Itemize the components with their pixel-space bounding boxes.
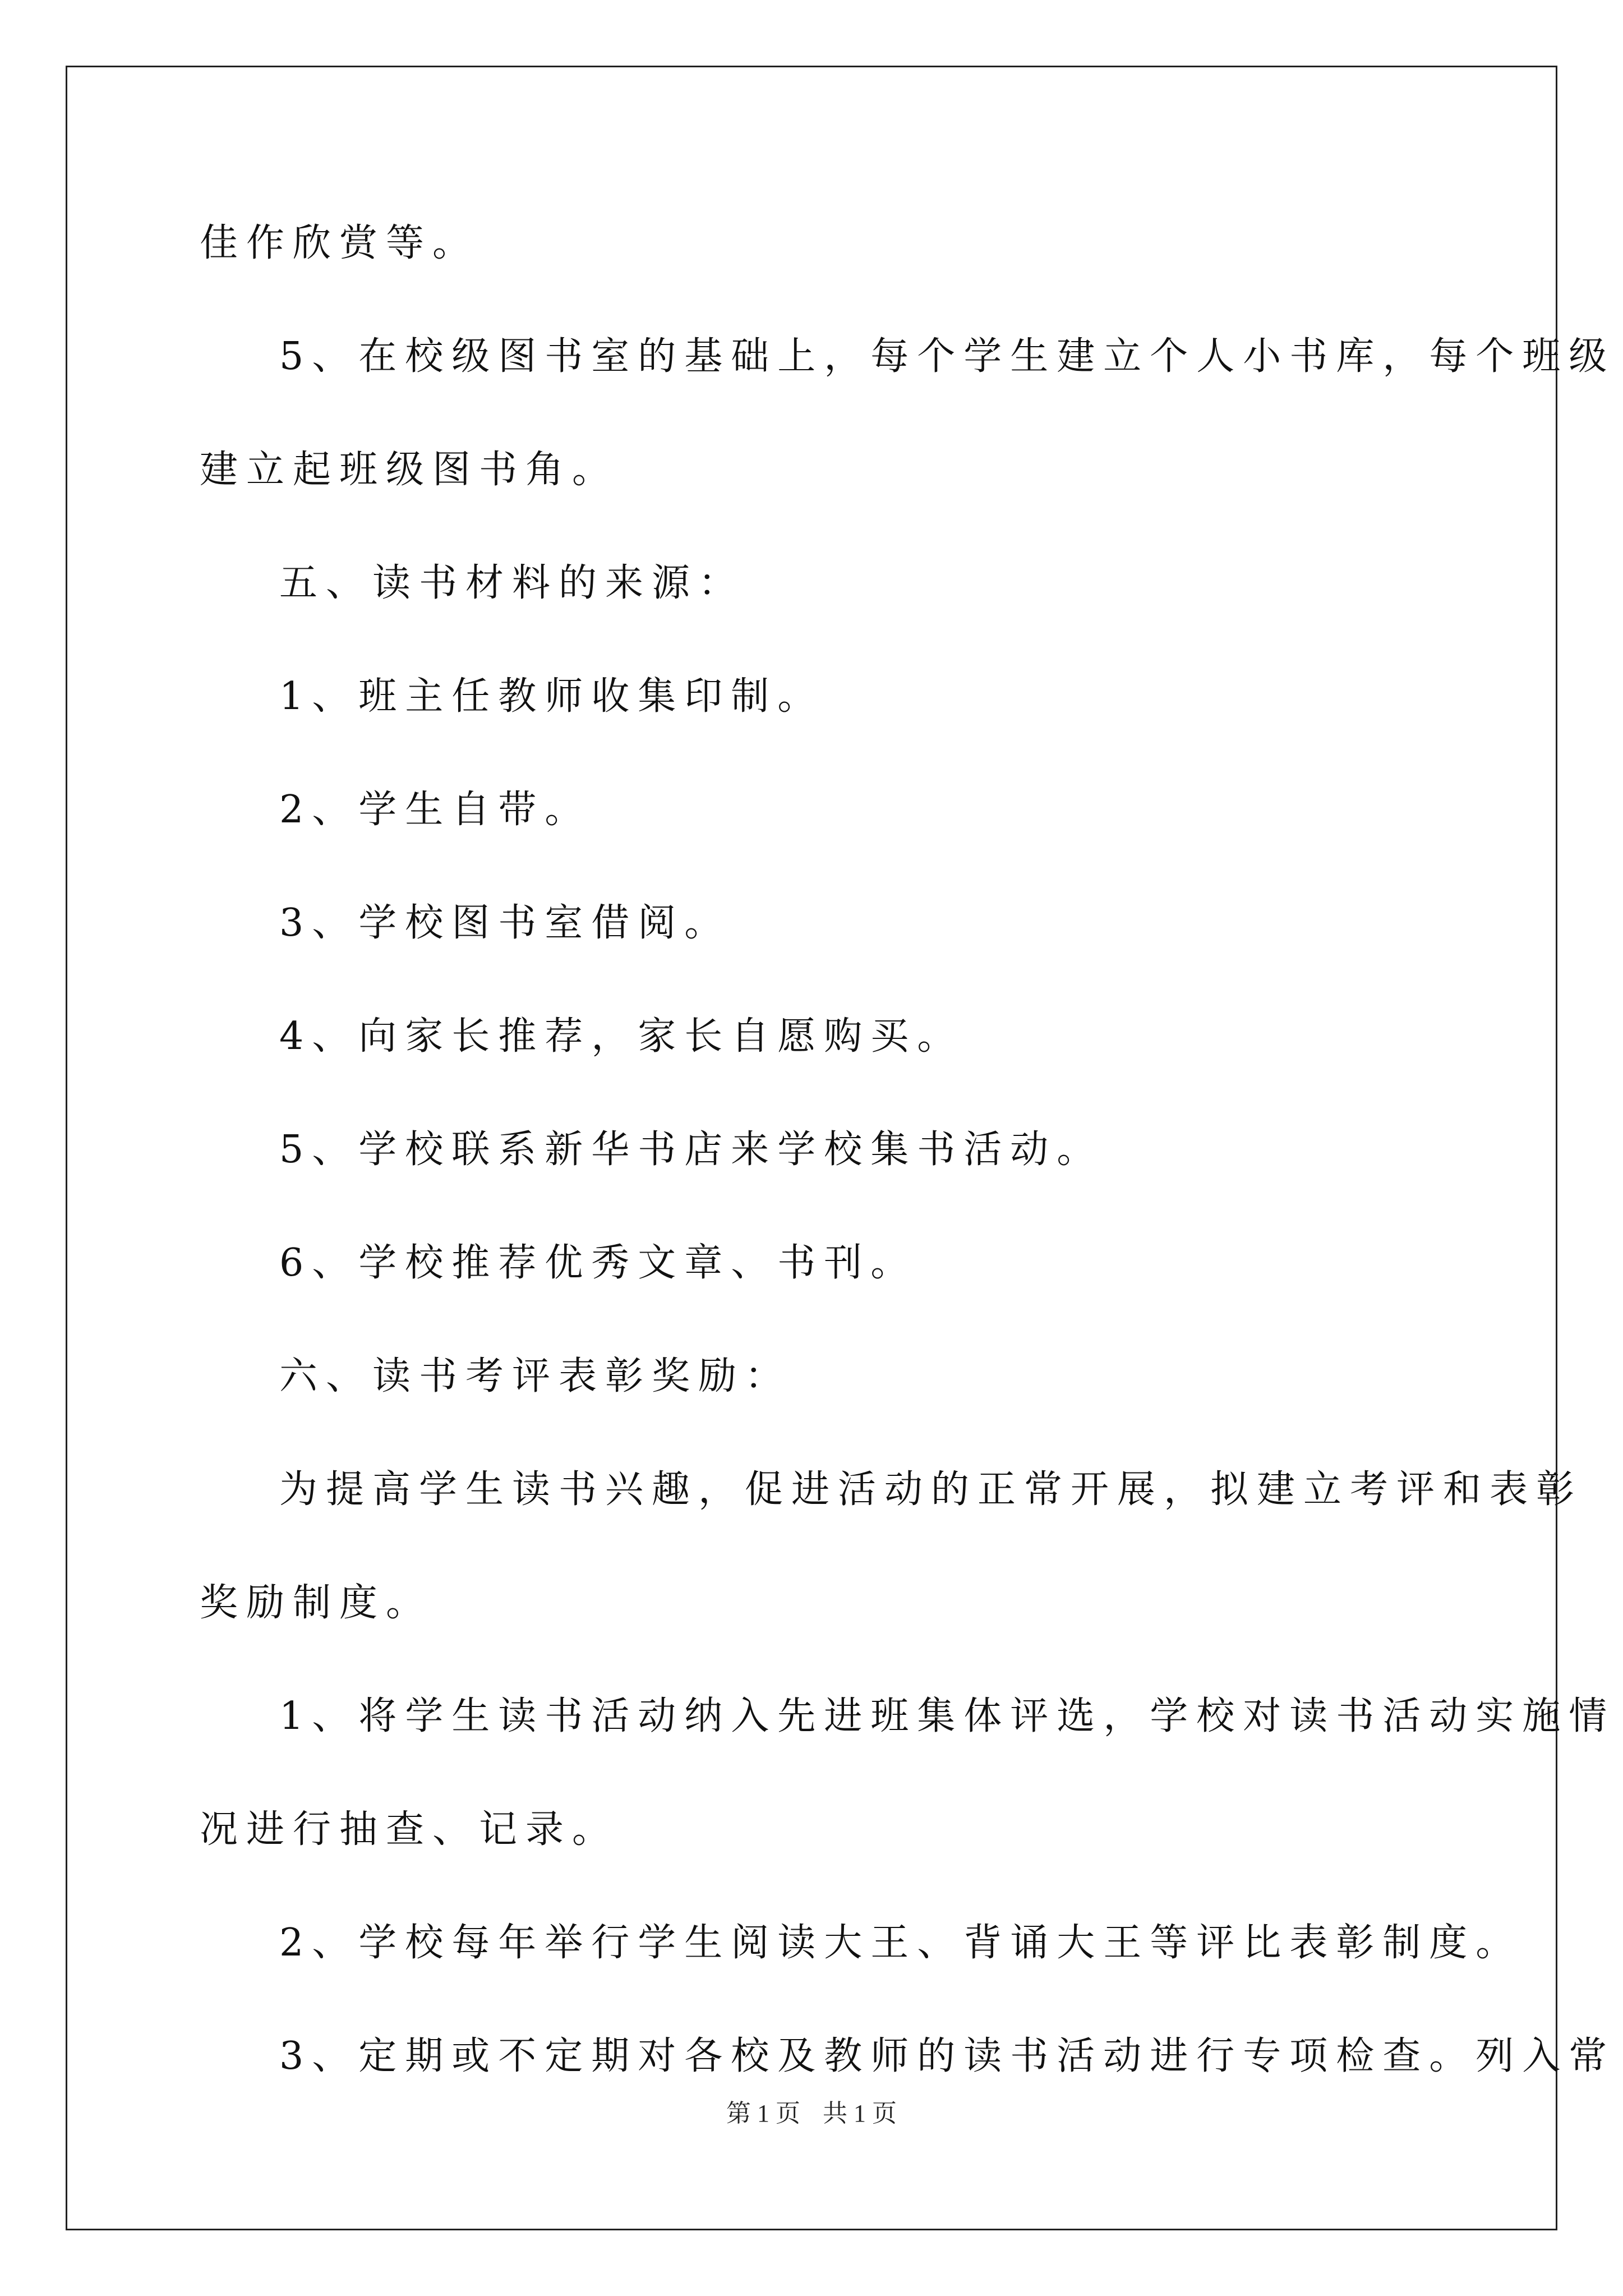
list-item: 2、学校每年举行学生阅读大王、背诵大王等评比表彰制度。 xyxy=(279,1921,1523,1965)
page-total: 共 1 页 xyxy=(823,2100,897,2127)
page-footer xyxy=(0,2098,1623,2129)
list-item: 5、学校联系新华书店来学校集书活动。 xyxy=(279,1128,1104,1172)
list-item: 1、班主任教师收集印制。 xyxy=(279,674,824,719)
page-number: 第 1 页 xyxy=(726,2100,800,2127)
list-item: 2、学生自带。 xyxy=(279,788,592,832)
paragraph-line: 况进行抽查、记录。 xyxy=(200,1807,619,1852)
paragraph-line: 为提高学生读书兴趣，促进活动的正常开展，拟建立考评和表彰 xyxy=(279,1467,1583,1512)
section-heading: 六、读书考评表彰奖励： xyxy=(279,1354,792,1398)
paragraph-line: 佳作欣赏等。 xyxy=(200,221,479,265)
list-item: 1、将学生读书活动纳入先进班集体评选，学校对读书活动实施情 xyxy=(279,1694,1616,1738)
list-item: 3、定期或不定期对各校及教师的读书活动进行专项检查。列入常 xyxy=(279,2034,1616,2078)
list-item: 3、学校图书室借阅。 xyxy=(279,901,731,945)
list-item: 6、学校推荐优秀文章、书刊。 xyxy=(279,1241,917,1285)
section-heading: 五、读书材料的来源： xyxy=(279,561,745,605)
list-item: 4、向家长推荐，家长自愿购买。 xyxy=(279,1014,964,1059)
paragraph-line: 建立起班级图书角。 xyxy=(200,448,619,492)
paragraph-line: 奖励制度。 xyxy=(200,1581,433,1625)
paragraph-line: 5、在校级图书室的基础上，每个学生建立个人小书库，每个班级 xyxy=(279,334,1616,379)
